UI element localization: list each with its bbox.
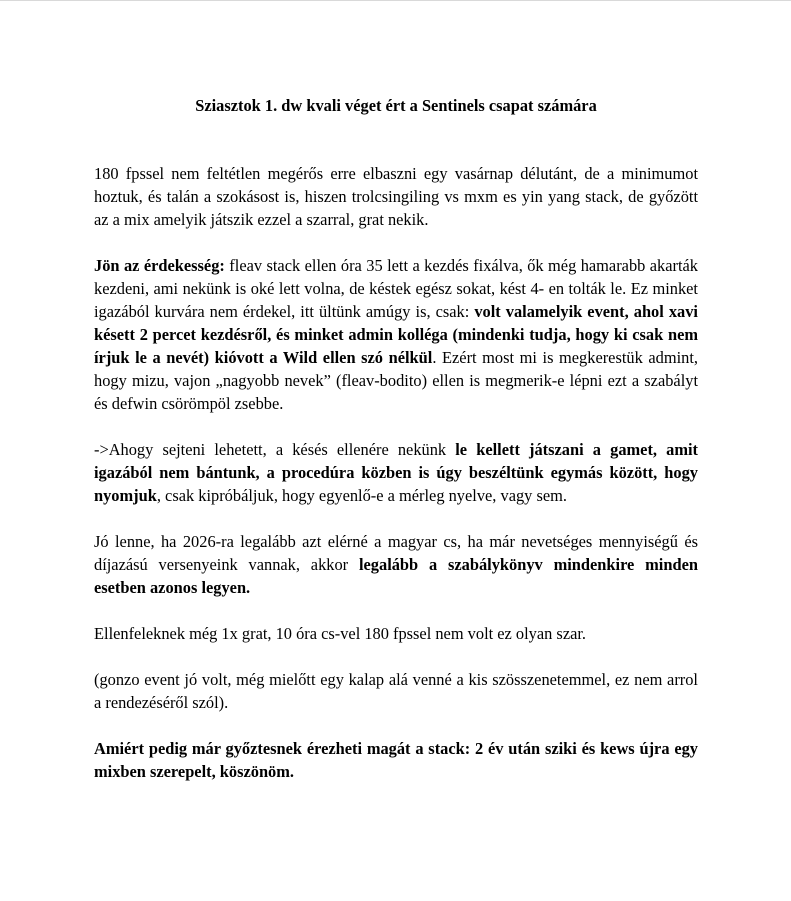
text-span: , csak kipróbáljuk, hogy egyenlő-e a mérleg nyelve, vagy sem.: [156, 486, 567, 505]
document-title: Sziasztok 1. dw kvali véget ért a Sentinels csapat számára: [195, 96, 597, 115]
paragraph-intro: 180 fpssel nem feltétlen megérős erre elbaszni egy vasárnap délutánt, de a minimumot hoztuk, és talán a szokásost is, hiszen trolcsingiling vs mxm es yin yang stack, de győzött az a mix amelyik játszik ezzel a szarral, grat nekik.: [94, 164, 698, 229]
text-span: fleav stack ellen óra 35 lett a kezdés fixálva, ők még hamarabb akarták kezdeni, ami nekünk is oké lett volna, de késtek egész sokat, kést 4- en tolták le. Ez minket igazából kurvára nem érdekel, itt ültünk amúgy is, csak:: [94, 256, 698, 321]
bold-span: volt valamelyik event, ahol xavi késett 2 percet kezdésről, és minket admin kolléga (mindenki tudja, hogy ki csak nem írjuk le a nevét) kióvott a Wild ellen szó nélkül: [94, 302, 698, 367]
bold-span: legalább a szabálykönyv mindenkire minden esetben azonos legyen.: [94, 555, 698, 597]
text-span: . Ezért most mi is megkerestük admint, hogy mizu, vajon „nagyobb nevek” (fleav-bodito) ellen is megmerik-e lépni ezt a szabályt és defwin csörömpöl zsebbe.: [94, 348, 698, 413]
bold-span: le kellett játszani a gamet, amit igazából nem bántunk, a procedúra közben is úgy beszéltünk egymás között, hogy nyomjuk: [94, 440, 698, 505]
paragraph-congrats: Ellenfeleknek még 1x grat, 10 óra cs-vel 180 fpssel nem volt ez olyan szar.: [94, 624, 587, 643]
bold-span: Amiért pedig már győztesnek érezheti magát a stack: 2 év után sziki és kews újra egy mixben szerepelt, köszönöm.: [94, 739, 698, 781]
text-span: Jó lenne, ha 2026-ra legalább azt elérné a magyar cs, ha már nevetséges mennyiségű és díjazású versenyeink vannak, akkor: [94, 532, 698, 574]
document-page: [94, 94, 698, 806]
text-span: ->Ahogy sejteni lehetett, a késés ellenére nekünk: [94, 440, 456, 459]
top-divider: [0, 0, 791, 1]
paragraph-note: (gonzo event jó volt, még mielőtt egy kalap alá venné a kis szösszenetemmel, ez nem arrol a rendezéséről szól).: [94, 670, 698, 712]
paragraph-outcome: [94, 438, 698, 507]
paragraph-interesting: [94, 254, 698, 415]
paragraph-closing: [94, 737, 698, 783]
bold-lead: Jön az érdekesség:: [94, 256, 225, 275]
paragraph-wish: [94, 530, 698, 599]
